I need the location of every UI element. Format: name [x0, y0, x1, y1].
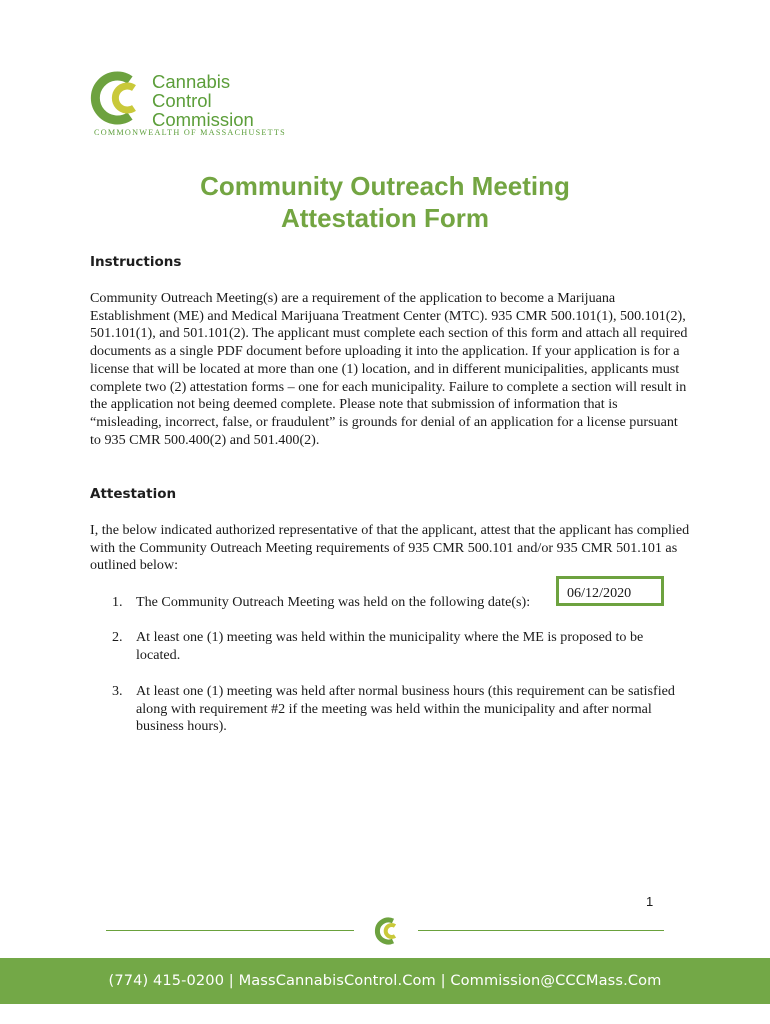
logo-line-3: Commission [152, 109, 254, 130]
attestation-heading: Attestation [90, 486, 177, 502]
document-title [0, 170, 770, 234]
attestation-body: I, the below indicated authorized representative of that the applicant, attest that the applicant has complied with the Community Outreach Meeting requirements of 935 CMR 500.101 and/or 935 CMR 501.101 as outlined below: [90, 522, 690, 574]
item-number: 1. [112, 594, 123, 610]
page-number: 1 [646, 894, 654, 909]
footer-divider-right [418, 930, 664, 931]
logo-wordmark [152, 72, 254, 129]
item-text: At least one (1) meeting was held after normal business hours (this requirement can be satisfied along with requirement #2 if the meeting was held within the municipality and after normal business hours). [136, 683, 675, 735]
item-number: 3. [112, 683, 123, 699]
footer-bar: (774) 415-0200 | MassCannabisControl.Com | Commission@CCCMass.Com [0, 958, 770, 1004]
title-line-2: Attestation Form [281, 203, 489, 233]
attestation-item-3 [112, 683, 682, 736]
logo-line-1: Cannabis [152, 71, 231, 92]
item-text: At least one (1) meeting was held within the municipality where the ME is proposed to be located. [136, 629, 644, 663]
logo-line-2: Control [152, 90, 212, 111]
ccc-logo-mark-icon [90, 70, 150, 126]
logo-subtitle: COMMONWEALTH OF MASSACHUSETTS [94, 128, 286, 137]
instructions-heading: Instructions [90, 254, 182, 270]
instructions-body: Community Outreach Meeting(s) are a requirement of the application to become a Marijuana Establishment (ME) and Medical Marijuana Treatment Center (MTC). 935 CMR 500.101(1), 500.101(2), 501.101(1), and 501.101(2). The applicant must complete each section of this form and attach all required documents as a single PDF document before uploading it into the application. If your application is for a license that will be located at more than one (1) location, and in different municipalities, applicants must complete two (2) attestation forms – one for each municipality. Failure to complete a section will result in the application not being deemed complete. Please note that submission of information that is “misleading, incorrect, false, or fraudulent” is grounds for denial of an application for a license pursuant to 935 CMR 500.400(2) and 501.400(2). [90, 290, 688, 448]
title-line-1: Community Outreach Meeting [200, 171, 570, 201]
meeting-date-field[interactable]: 06/12/2020 [556, 576, 664, 606]
footer-divider-left [106, 930, 354, 931]
ccc-logo [90, 70, 290, 140]
ccc-small-logo-icon [371, 916, 401, 946]
attestation-item-2 [112, 629, 682, 664]
item-number: 2. [112, 629, 123, 645]
item-text: The Community Outreach Meeting was held on the following date(s): [136, 594, 531, 610]
